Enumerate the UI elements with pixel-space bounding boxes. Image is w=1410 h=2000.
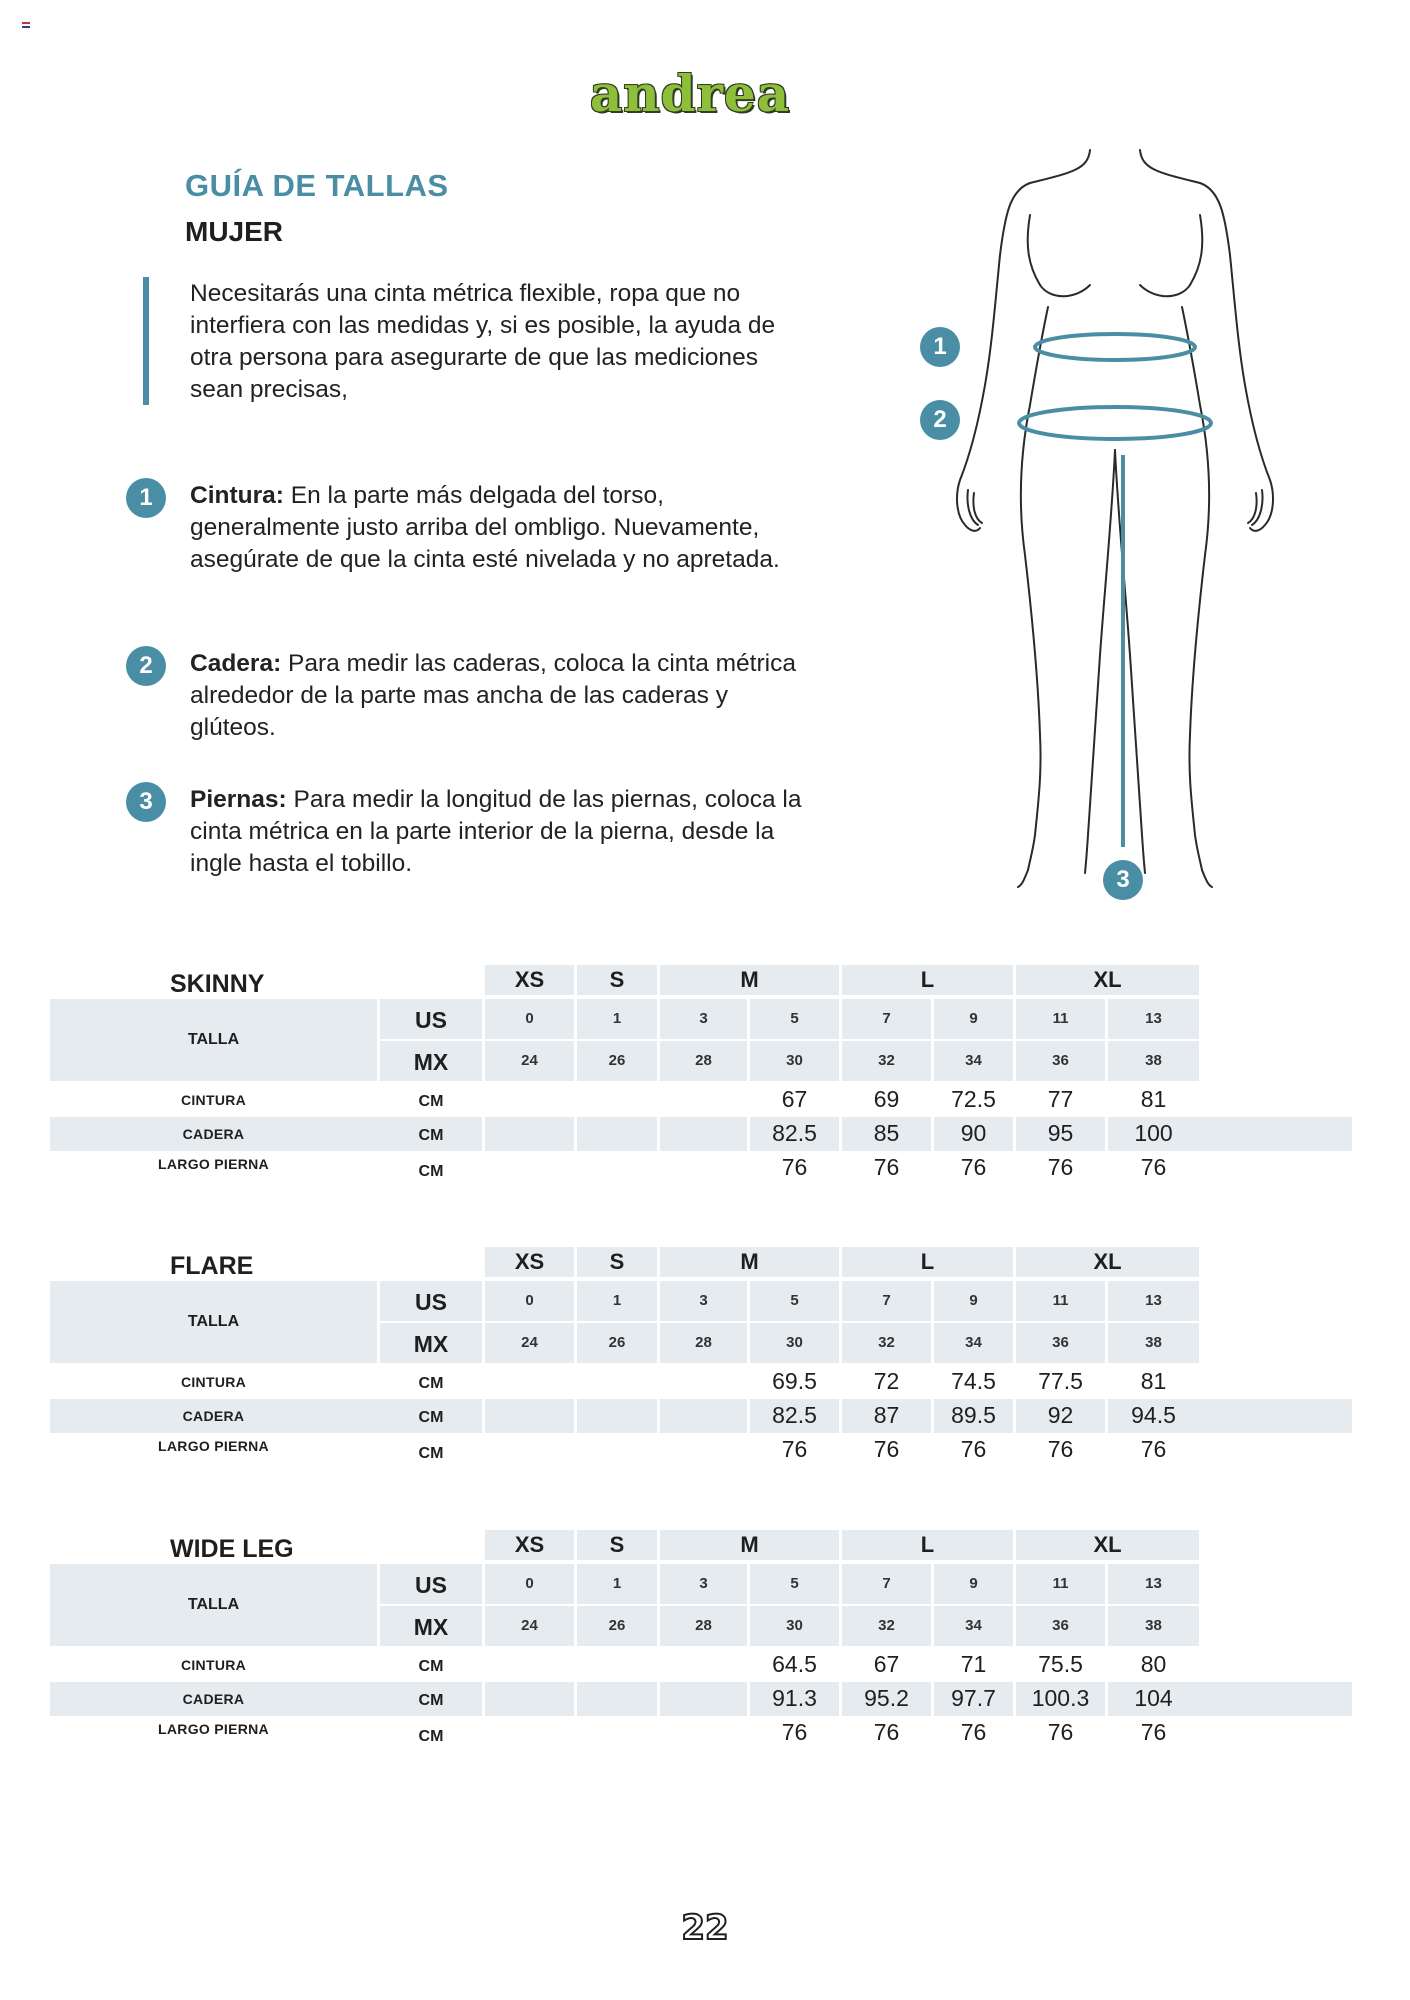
step-number-badge: 2	[126, 646, 166, 686]
unit-label: CM	[418, 1692, 444, 1709]
cell-separator	[839, 1682, 842, 1716]
mx-size-value: 24	[485, 1041, 574, 1081]
mx-size-value: 34	[934, 1606, 1013, 1646]
measure-row-largo-pierna	[50, 1433, 1352, 1467]
mx-size-value: 24	[485, 1606, 574, 1646]
size-group-label: S	[577, 1530, 657, 1560]
cell-separator	[1013, 1682, 1016, 1716]
measure-row-cadera	[50, 1682, 1352, 1716]
table-title: FLARE	[170, 1252, 254, 1280]
us-label: US	[380, 999, 482, 1039]
mx-size-value: 28	[660, 1041, 747, 1081]
measure-value	[577, 1682, 657, 1716]
measure-value: 81	[1140, 1368, 1167, 1394]
unit-label: CM	[418, 1127, 444, 1144]
measure-value: 104	[1108, 1682, 1199, 1716]
cell-separator	[839, 1117, 842, 1151]
mx-size-value: 26	[577, 1323, 657, 1363]
flag-icon	[22, 22, 30, 28]
mx-size-value: 38	[1108, 1323, 1199, 1363]
mx-label: MX	[380, 1606, 482, 1646]
step-label: Piernas:	[190, 786, 287, 813]
measure-label: CADERA	[182, 1126, 245, 1142]
us-size-value: 1	[577, 1281, 657, 1321]
us-size-value: 13	[1108, 1281, 1199, 1321]
measure-label: CINTURA	[180, 1092, 247, 1108]
mx-label: MX	[380, 1041, 482, 1081]
cell-separator	[1013, 1117, 1016, 1151]
measure-value: 76	[873, 1436, 900, 1462]
measure-value: 76	[1140, 1154, 1167, 1180]
measure-row-cintura	[50, 1365, 1352, 1399]
measure-value	[485, 1365, 574, 1399]
measure-value: 76	[960, 1436, 987, 1462]
us-size-value: 5	[750, 1564, 839, 1604]
size-header-row	[50, 1530, 1352, 1560]
us-size-value: 3	[660, 1281, 747, 1321]
us-size-value: 0	[485, 1564, 574, 1604]
figure-badge-leg: 3	[1103, 860, 1143, 900]
measure-value: 76	[1047, 1154, 1074, 1180]
measure-label: LARGO PIERNA	[158, 1438, 269, 1454]
measure-value: 82.5	[750, 1399, 839, 1433]
measure-row-cadera	[50, 1117, 1352, 1151]
measure-value: 77	[1047, 1086, 1074, 1112]
size-group-label: S	[577, 1247, 657, 1277]
step-description: Para medir las caderas, coloca la cinta métrica alrededor de la parte mas ancha de las caderas y glúteos.	[190, 650, 796, 741]
measure-value	[660, 1117, 747, 1151]
measure-row-cadera	[50, 1399, 1352, 1433]
us-size-value: 5	[750, 1281, 839, 1321]
mx-size-value: 36	[1016, 1606, 1105, 1646]
size-header-row	[50, 1247, 1352, 1277]
cell-separator	[574, 1399, 577, 1433]
measure-value: 91.3	[750, 1682, 839, 1716]
measure-value: 76	[960, 1154, 987, 1180]
measure-value: 72.5	[951, 1086, 996, 1112]
step-text	[190, 480, 810, 576]
mx-size-value: 30	[750, 1041, 839, 1081]
cell-separator	[931, 1682, 934, 1716]
us-size-value: 1	[577, 999, 657, 1039]
step-description: Para medir la longitud de las piernas, coloca la cinta métrica en la parte interior de la pierna, desde la ingle hasta el tobillo.	[190, 786, 802, 877]
measure-value	[485, 1083, 574, 1117]
cell-separator	[574, 1117, 577, 1151]
measure-value	[577, 1716, 657, 1750]
us-size-value: 11	[1016, 1564, 1105, 1604]
size-group-label: L	[842, 1530, 1013, 1560]
cell-separator	[747, 1117, 750, 1151]
measure-value	[660, 1083, 747, 1117]
table-title: WIDE LEG	[170, 1535, 294, 1563]
intro-text: Necesitarás una cinta métrica flexible, ropa que no interfiera con las medidas y, si es posible, la ayuda de otra persona para asegurarte de que las mediciones sean precisas,	[190, 280, 776, 403]
measure-label: LARGO PIERNA	[158, 1156, 269, 1172]
mx-size-value: 38	[1108, 1041, 1199, 1081]
step-number-badge: 1	[126, 478, 166, 518]
measure-value: 69	[873, 1086, 900, 1112]
size-group-label: XL	[1016, 965, 1199, 995]
page-title: GUÍA DE TALLAS	[185, 168, 449, 203]
us-size-value: 7	[842, 1281, 931, 1321]
mx-size-value: 32	[842, 1323, 931, 1363]
measure-value: 89.5	[934, 1399, 1013, 1433]
measure-label: LARGO PIERNA	[158, 1721, 269, 1737]
measure-value: 100	[1108, 1117, 1199, 1151]
us-size-value: 9	[934, 999, 1013, 1039]
cell-separator	[657, 1399, 660, 1433]
size-group-label: S	[577, 965, 657, 995]
page-subtitle: MUJER	[185, 216, 284, 247]
unit-label: CM	[418, 1163, 444, 1180]
measure-value: 100.3	[1016, 1682, 1105, 1716]
measure-value	[577, 1648, 657, 1682]
us-label: US	[380, 1281, 482, 1321]
size-group-label: M	[660, 965, 839, 995]
unit-label: CM	[418, 1445, 444, 1462]
cell-separator	[931, 1399, 934, 1433]
size-group-label: XS	[485, 1530, 574, 1560]
measure-value	[577, 1433, 657, 1467]
measure-value: 76	[781, 1436, 808, 1462]
measure-value	[660, 1682, 747, 1716]
size-group-label: XS	[485, 1247, 574, 1277]
measure-value	[660, 1648, 747, 1682]
measure-value: 76	[960, 1719, 987, 1745]
cell-separator	[747, 1682, 750, 1716]
measure-value	[577, 1151, 657, 1185]
us-size-value: 5	[750, 999, 839, 1039]
us-size-value: 1	[577, 1564, 657, 1604]
us-size-value: 13	[1108, 1564, 1199, 1604]
mx-size-value: 34	[934, 1041, 1013, 1081]
talla-label: TALLA	[187, 1596, 240, 1613]
measure-value: 72	[873, 1368, 900, 1394]
measure-value: 76	[781, 1719, 808, 1745]
mx-size-value: 32	[842, 1606, 931, 1646]
measure-value: 76	[1140, 1719, 1167, 1745]
step-label: Cadera:	[190, 650, 282, 677]
measure-value: 69.5	[772, 1368, 817, 1394]
us-size-row	[50, 1281, 1352, 1330]
size-table-wide-leg	[50, 1530, 1352, 1760]
measure-value: 82.5	[750, 1117, 839, 1151]
step-label: Cintura:	[190, 482, 284, 509]
mx-size-value: 28	[660, 1606, 747, 1646]
mx-label: MX	[380, 1323, 482, 1363]
measure-label: CINTURA	[180, 1657, 247, 1673]
us-size-value: 11	[1016, 1281, 1105, 1321]
measure-value: 76	[873, 1154, 900, 1180]
cell-separator	[1013, 1399, 1016, 1433]
measure-value	[485, 1117, 574, 1151]
step-number-badge: 3	[126, 782, 166, 822]
measure-value	[660, 1399, 747, 1433]
cell-separator	[931, 1117, 934, 1151]
measure-value: 94.5	[1108, 1399, 1199, 1433]
measure-value: 95	[1016, 1117, 1105, 1151]
unit-label: CM	[418, 1658, 444, 1675]
mx-size-value: 26	[577, 1041, 657, 1081]
size-header-row	[50, 965, 1352, 995]
measure-value: 74.5	[951, 1368, 996, 1394]
mx-size-value: 28	[660, 1323, 747, 1363]
cell-separator	[657, 1117, 660, 1151]
measure-value	[660, 1151, 747, 1185]
cell-separator	[574, 1682, 577, 1716]
measure-row-cintura	[50, 1648, 1352, 1682]
unit-label: CM	[418, 1728, 444, 1745]
measure-value	[577, 1399, 657, 1433]
measure-value: 80	[1140, 1651, 1167, 1677]
measure-value: 76	[873, 1719, 900, 1745]
cell-separator	[482, 1399, 485, 1433]
us-size-value: 0	[485, 1281, 574, 1321]
measure-value: 92	[1016, 1399, 1105, 1433]
measure-value: 76	[1047, 1436, 1074, 1462]
us-size-value: 0	[485, 999, 574, 1039]
cell-separator	[482, 1117, 485, 1151]
measure-row-largo-pierna	[50, 1151, 1352, 1185]
cell-separator	[839, 1399, 842, 1433]
step-description: En la parte más delgada del torso, generalmente justo arriba del ombligo. Nuevamente, asegúrate de que la cinta esté nivelada y no apretada.	[190, 482, 780, 573]
size-group-label: L	[842, 1247, 1013, 1277]
size-table-flare	[50, 1247, 1352, 1477]
measure-value	[485, 1151, 574, 1185]
mx-size-value: 32	[842, 1041, 931, 1081]
intro-accent-bar	[143, 277, 149, 405]
female-body-outline-icon	[900, 135, 1300, 915]
cell-separator	[1105, 1682, 1108, 1716]
cell-separator	[482, 1682, 485, 1716]
cell-separator	[1105, 1117, 1108, 1151]
measure-value	[577, 1365, 657, 1399]
measure-value: 67	[781, 1086, 808, 1112]
measure-label: CADERA	[182, 1408, 245, 1424]
measure-value: 81	[1140, 1086, 1167, 1112]
measure-value: 64.5	[772, 1651, 817, 1677]
us-size-value: 9	[934, 1281, 1013, 1321]
table-title: SKINNY	[170, 970, 265, 998]
measure-value: 67	[873, 1651, 900, 1677]
mx-size-row	[50, 1606, 1352, 1646]
measure-value: 97.7	[934, 1682, 1013, 1716]
size-group-label: XL	[1016, 1247, 1199, 1277]
measure-value	[485, 1682, 574, 1716]
measure-value	[577, 1117, 657, 1151]
mx-size-row	[50, 1041, 1352, 1081]
mx-size-value: 38	[1108, 1606, 1199, 1646]
cell-separator	[1105, 1399, 1108, 1433]
us-size-value: 9	[934, 1564, 1013, 1604]
us-label: US	[380, 1564, 482, 1604]
page-number: 22	[681, 1908, 729, 1948]
us-size-value: 3	[660, 1564, 747, 1604]
size-group-label: M	[660, 1530, 839, 1560]
measure-value: 77.5	[1038, 1368, 1083, 1394]
logo-text: andrea	[589, 64, 791, 123]
measure-label: CADERA	[182, 1691, 245, 1707]
measure-label: CINTURA	[180, 1374, 247, 1390]
size-group-label: L	[842, 965, 1013, 995]
measure-value: 75.5	[1038, 1651, 1083, 1677]
size-group-label: XS	[485, 965, 574, 995]
figure-badge-hip: 2	[920, 400, 960, 440]
us-size-value: 11	[1016, 999, 1105, 1039]
talla-label: TALLA	[187, 1031, 240, 1048]
unit-label: CM	[418, 1375, 444, 1392]
us-size-row	[50, 1564, 1352, 1613]
measure-value	[577, 1083, 657, 1117]
mx-size-value: 36	[1016, 1323, 1105, 1363]
measure-value: 95.2	[842, 1682, 931, 1716]
measure-value: 90	[934, 1117, 1013, 1151]
measure-value: 76	[1140, 1436, 1167, 1462]
us-size-value: 7	[842, 1564, 931, 1604]
cell-separator	[747, 1399, 750, 1433]
measure-value: 76	[781, 1154, 808, 1180]
size-table-skinny	[50, 965, 1352, 1195]
measure-value	[660, 1716, 747, 1750]
measure-value	[660, 1365, 747, 1399]
mx-size-value: 24	[485, 1323, 574, 1363]
us-size-value: 3	[660, 999, 747, 1039]
measure-value	[485, 1716, 574, 1750]
size-group-label: XL	[1016, 1530, 1199, 1560]
unit-label: CM	[418, 1093, 444, 1110]
measure-value: 85	[842, 1117, 931, 1151]
measure-row-largo-pierna	[50, 1716, 1352, 1750]
step-text	[190, 784, 810, 880]
mx-size-value: 26	[577, 1606, 657, 1646]
mx-size-row	[50, 1323, 1352, 1363]
mx-size-value: 30	[750, 1323, 839, 1363]
mx-size-value: 36	[1016, 1041, 1105, 1081]
figure-badge-waist: 1	[920, 327, 960, 367]
measure-value: 87	[842, 1399, 931, 1433]
mx-size-value: 30	[750, 1606, 839, 1646]
mx-size-value: 34	[934, 1323, 1013, 1363]
measure-value	[485, 1648, 574, 1682]
step-text	[190, 648, 810, 744]
measure-value	[485, 1433, 574, 1467]
unit-label: CM	[418, 1409, 444, 1426]
body-measurement-figure	[900, 135, 1300, 915]
measure-value: 76	[1047, 1719, 1074, 1745]
us-size-row	[50, 999, 1352, 1048]
cell-separator	[657, 1682, 660, 1716]
us-size-value: 7	[842, 999, 931, 1039]
measure-value: 71	[960, 1651, 987, 1677]
measure-row-cintura	[50, 1083, 1352, 1117]
us-size-value: 13	[1108, 999, 1199, 1039]
size-group-label: M	[660, 1247, 839, 1277]
brand-logo	[570, 62, 810, 130]
measure-value	[660, 1433, 747, 1467]
talla-label: TALLA	[187, 1313, 240, 1330]
measure-value	[485, 1399, 574, 1433]
